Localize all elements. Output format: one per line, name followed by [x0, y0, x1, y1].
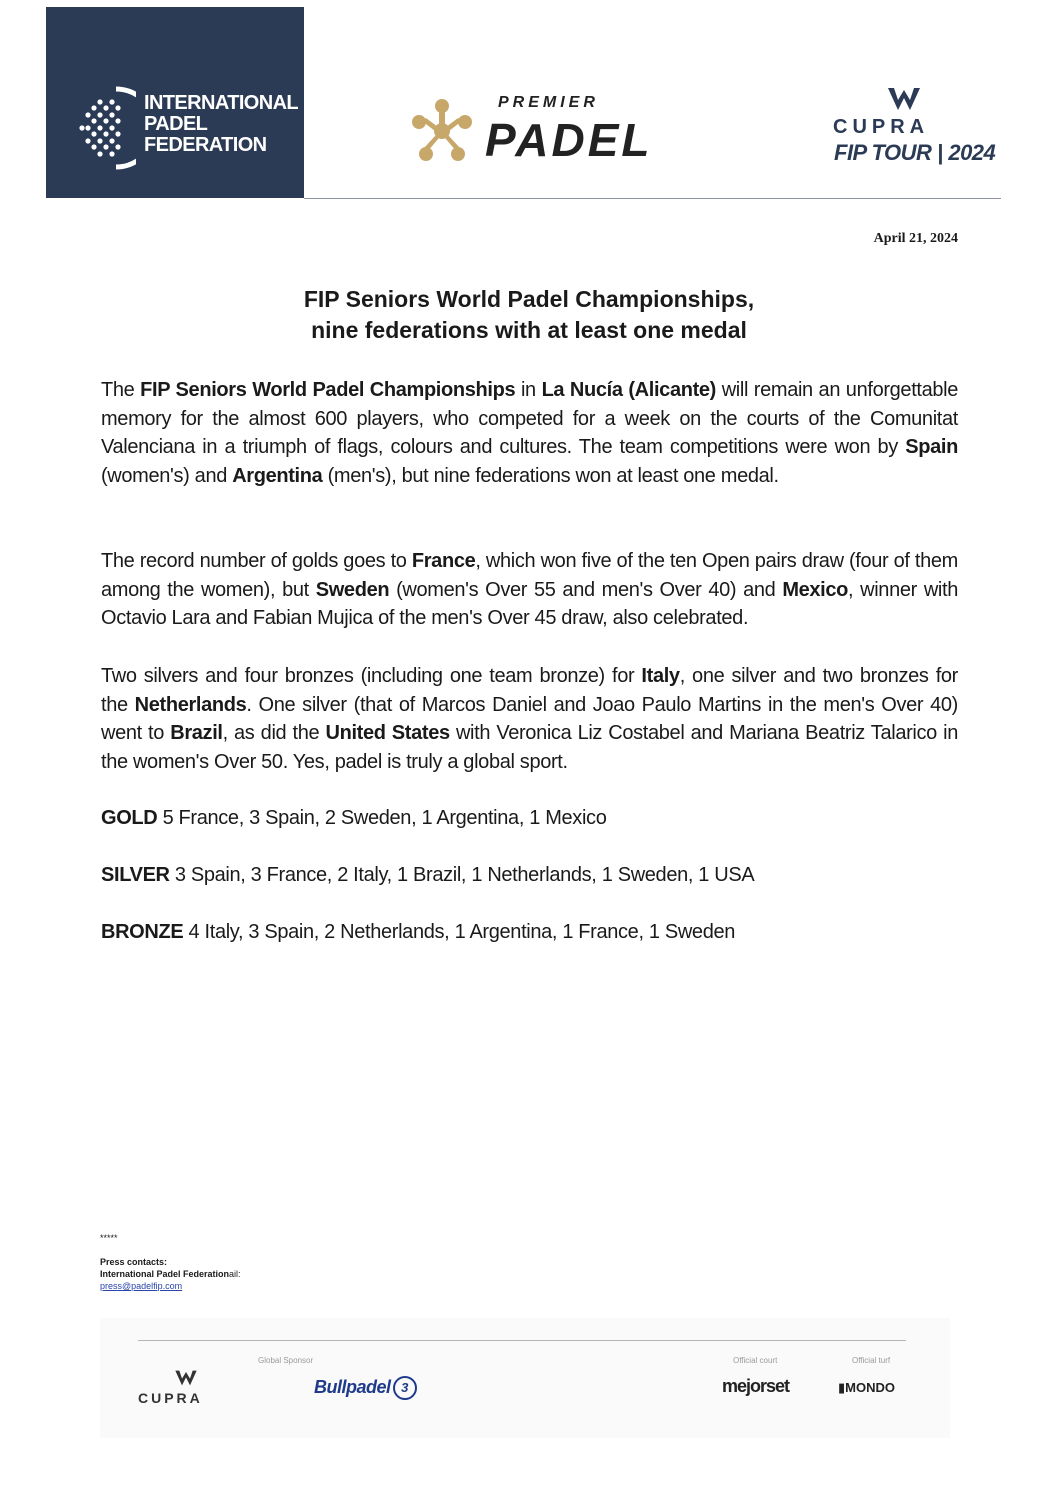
contacts-org: International Padel Federation — [100, 1269, 230, 1279]
country-name: Sweden — [315, 578, 390, 601]
text-run: in — [515, 379, 542, 401]
global-sponsor-caption: Global Sponsor — [258, 1356, 314, 1365]
country-name: Argentina — [232, 464, 323, 487]
venue-name: La Nucía (Alicante) — [541, 379, 716, 401]
medal-tally: 5 France, 3 Spain, 2 Sweden, 1 Argentina, 1 Mexico — [157, 807, 607, 829]
text-run: The record number of golds goes to — [101, 550, 412, 572]
fip-logo-line: INTERNATIONAL — [144, 92, 299, 114]
official-court-caption: Official court — [733, 1356, 778, 1365]
medal-line-silver — [101, 861, 754, 889]
fip-logo — [46, 7, 304, 198]
text-run: , winner with Octavio Lara and Fabian Mujica of the men's Over 45 draw, also celebrated. — [101, 578, 958, 629]
contacts-org-suffix: ail: — [229, 1269, 241, 1279]
medal-label: GOLD — [101, 807, 158, 829]
mejorset-logo: mejorset — [722, 1376, 790, 1396]
cupra-fip-tour-logo — [828, 84, 996, 174]
paragraph-intro — [101, 376, 958, 490]
cupra-sponsor-logo — [138, 1368, 234, 1408]
official-turf-caption: Official turf — [852, 1356, 891, 1365]
country-name: Netherlands — [134, 693, 247, 716]
headline — [100, 284, 958, 346]
text-run: , one silver and two bronzes for the — [101, 665, 958, 716]
contacts-heading: Press contacts: — [100, 1257, 168, 1267]
premier-padel-logo — [410, 94, 710, 174]
text-run: (women's Over 55 and men's Over 40) and — [389, 578, 783, 601]
paragraph-golds — [101, 547, 958, 633]
text-run: The — [101, 379, 141, 401]
premier-padel-flower-icon — [410, 94, 474, 164]
cupra-emblem-icon — [172, 1368, 200, 1388]
text-run: (women's) and — [101, 464, 233, 487]
headline-line: FIP Seniors World Padel Championships, — [303, 286, 755, 312]
medal-tally: 3 Spain, 3 France, 2 Italy, 1 Brazil, 1 Netherlands, 1 Sweden, 1 USA — [169, 864, 755, 886]
mondo-logo — [838, 1380, 895, 1396]
text-run: (men's), but nine federations won at least one medal. — [322, 464, 779, 487]
separator: ***** — [100, 1233, 118, 1243]
text-run: . One silver (that of Marcos Daniel and Joao Paulo Martins in the men's Over 40) went to — [101, 693, 958, 744]
bullpadel-wordmark: Bullpadel — [314, 1376, 391, 1397]
text-run: will remain an unforgettable memory for the almost 600 players, who competed for a week on the courts of the Comunitat Valenciana in a triumph of flags, colours and cultures. The team competitions were won by — [101, 379, 959, 458]
medal-tally: 4 Italy, 3 Spain, 2 Netherlands, 1 Argentina, 1 France, 1 Sweden — [183, 921, 736, 943]
press-email-link[interactable]: press@padelfip.com — [100, 1281, 183, 1291]
cupra-emblem-icon — [884, 84, 924, 114]
mondo-bars-icon: ▮ — [838, 1380, 846, 1395]
press-contacts — [100, 1232, 241, 1292]
premier-wordmark: PREMIER — [498, 94, 599, 111]
fip-tour-2024-wordmark: FIP TOUR | 2024 — [834, 140, 996, 165]
paragraph-silvers-bronzes — [101, 662, 958, 776]
padel-wordmark: PADEL — [485, 114, 653, 166]
country-name: Italy — [641, 665, 680, 687]
fip-logo-text — [144, 93, 298, 156]
bullpadel-mark-icon: 3 — [393, 1376, 417, 1400]
release-date: April 21, 2024 — [873, 231, 958, 246]
fip-logo-line: PADEL — [144, 113, 208, 135]
medal-label: BRONZE — [101, 921, 184, 943]
text-run: with Veronica Liz Costabel and Mariana Beatriz Talarico in the women's Over 50. Yes, padel is truly a global sport. — [101, 722, 958, 773]
medal-label: SILVER — [101, 864, 170, 886]
fip-logo-line: FEDERATION — [144, 134, 267, 156]
country-name: Brazil — [170, 722, 223, 744]
footer-divider — [138, 1340, 906, 1341]
headline-line: nine federations with at least one medal — [311, 317, 747, 343]
event-name: FIP Seniors World Padel Championships — [140, 379, 516, 401]
country-name: Spain — [905, 436, 958, 458]
medal-line-bronze — [101, 918, 735, 946]
text-run: , which won five of the ten Open pairs draw (four of them among the women), but — [101, 550, 958, 601]
cupra-wordmark: CUPRA — [138, 1390, 203, 1406]
cupra-wordmark: CUPRA — [833, 116, 930, 138]
sponsor-footer — [100, 1318, 950, 1438]
country-name: France — [411, 550, 476, 572]
bullpadel-logo — [314, 1376, 417, 1400]
header-divider — [304, 198, 1001, 199]
medal-line-gold — [101, 804, 606, 832]
text-run: Two silvers and four bronzes (including one team bronze) for — [101, 665, 642, 687]
country-name: United States — [325, 722, 450, 744]
fip-ball-icon — [76, 85, 136, 171]
country-name: Mexico — [782, 578, 849, 601]
mondo-wordmark: MONDO — [845, 1380, 895, 1395]
text-run: , as did the — [222, 722, 326, 744]
